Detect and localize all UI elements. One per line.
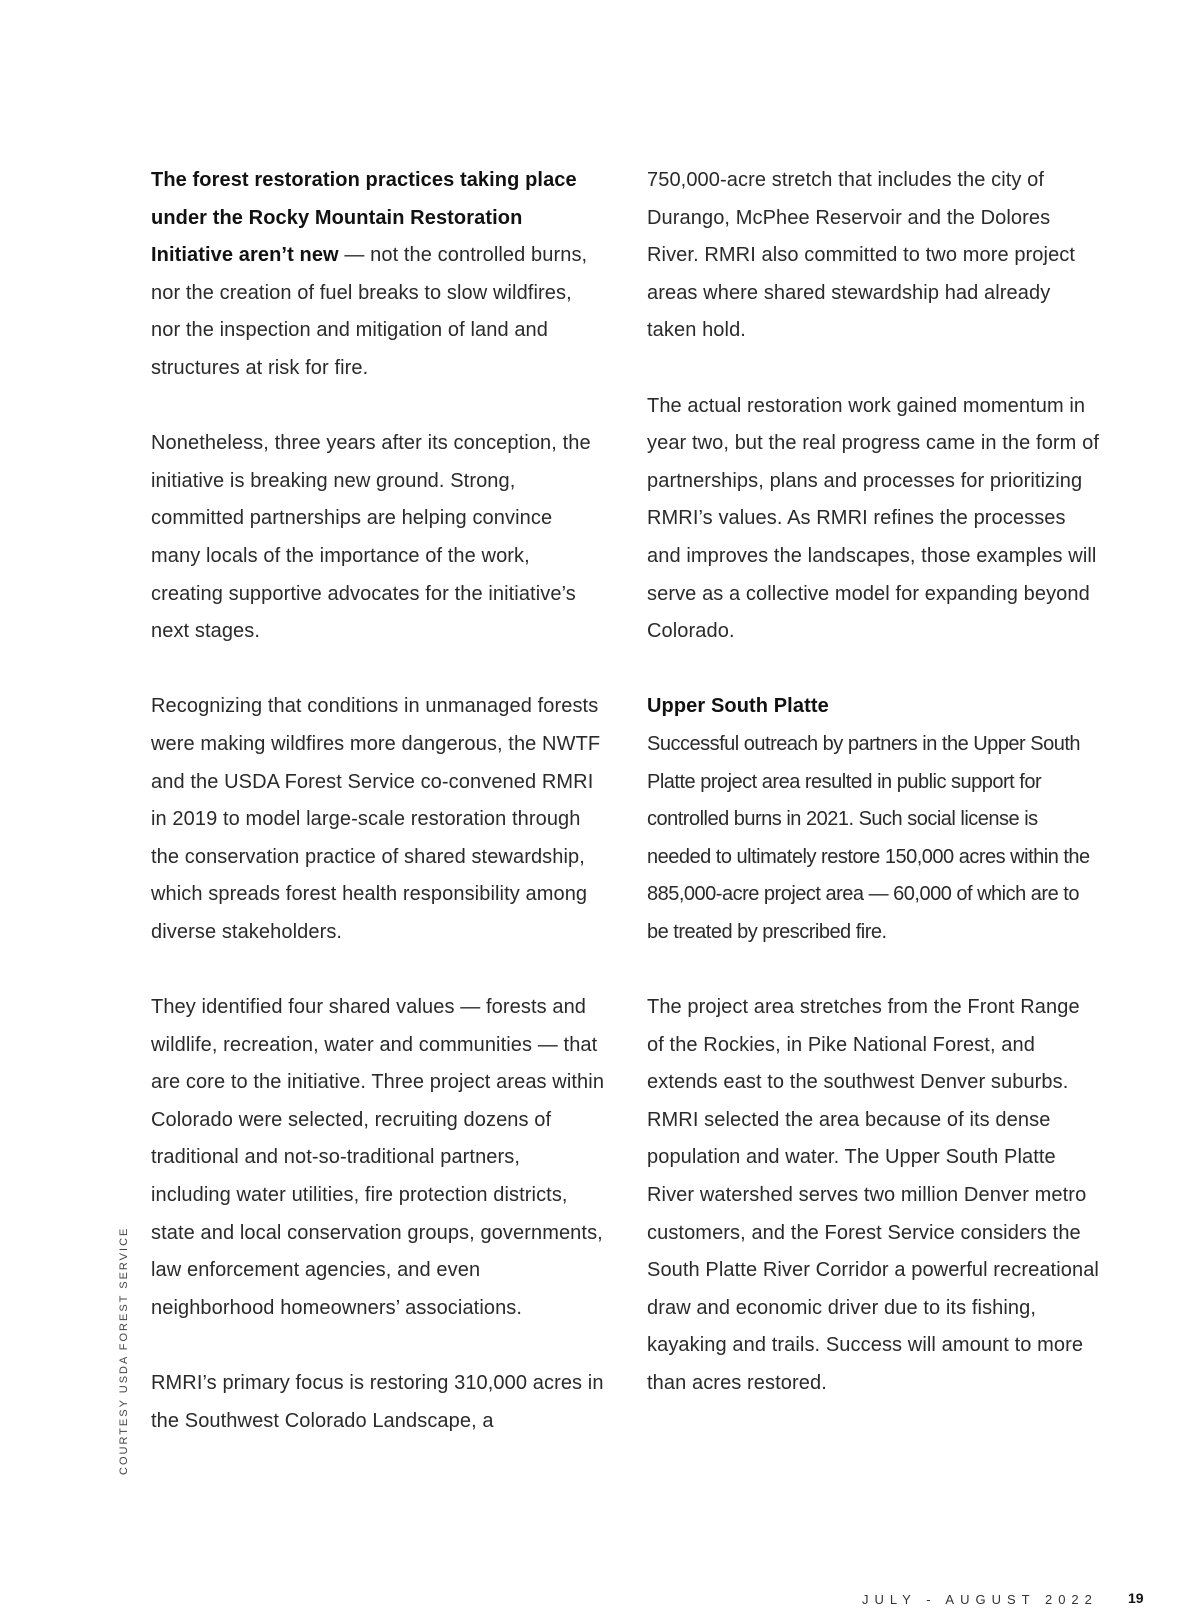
paragraph: The project area stretches from the Front Range of the Rockies, in Pike National Forest, and extends east to the southwest Denver suburbs. RMRI selected the area because of its dense population and water. The Upper South Platte River watershed serves two million Denver metro customers, and the Forest Service considers the South Platte River Corridor a powerful recreational draw and economic driver due to its fishing, kayaking and trails. Success will amount to more than acres restored. [647,996,1099,1394]
article-column-left [151,162,605,1440]
paragraph: They identified four shared values — forests and wildlife, recreation, water and communities — that are core to the initiative. Three project areas within Colorado were selected, recruiting dozens of traditional and not-so-traditional partners, including water utilities, fire protection districts, state and local conservation groups, governments, law enforcement agencies, and even neighborhood homeowners’ associations. [151,996,605,1319]
section-upper-south-platte [647,688,1102,951]
photo-credit: COURTESY USDA FOREST SERVICE [118,1226,130,1475]
issue-date: JULY - AUGUST 2022 [862,1592,1098,1607]
intro-rest: — not the controlled burns, nor the creation of fuel breaks to slow wildfires, nor the inspection and mitigation of land and structures at risk for fire. [151,244,588,379]
section-subhead: Upper South Platte [647,695,829,718]
paragraph: Successful outreach by partners in the Upper South Platte project area resulted in public support for controlled burns in 2021. Such social license is needed to ultimately restore 150,000 acres within the 885,000-acre project area — 60,000 of which are to be treated by prescribed fire. [647,732,1090,943]
page-number: 19 [1128,1590,1144,1606]
paragraph-intro [151,162,605,388]
paragraph: The actual restoration work gained momentum in year two, but the real progress came in the form of partnerships, plans and processes for prioritizing RMRI’s values. As RMRI refines the processes and improves the landscapes, those examples will serve as a collective model for expanding beyond Colorado. [647,394,1099,643]
paragraph: Recognizing that conditions in unmanaged forests were making wildfires more dangerous, the NWTF and the USDA Forest Service co-convened RMRI in 2019 to model large-scale restoration through the conservation practice of shared stewardship, which spreads forest health responsibility among diverse stakeholders. [151,695,601,943]
paragraph: RMRI’s primary focus is restoring 310,000 acres in the Southwest Colorado Landscape, a [151,1372,604,1432]
paragraph: 750,000-acre stretch that includes the city of Durango, McPhee Reservoir and the Dolores River. RMRI also committed to two more project areas where shared stewardship had already taken hold. [647,169,1076,342]
article-column-right [647,162,1102,1403]
paragraph: Nonetheless, three years after its conception, the initiative is breaking new ground. Strong, committed partnerships are helping convince many locals of the importance of the work, creating supportive advocates for the initiative’s next stages. [151,432,591,643]
intro-lead: The forest restoration practices taking place under the Rocky Mountain Restoration Initiative aren’t new [151,169,577,267]
